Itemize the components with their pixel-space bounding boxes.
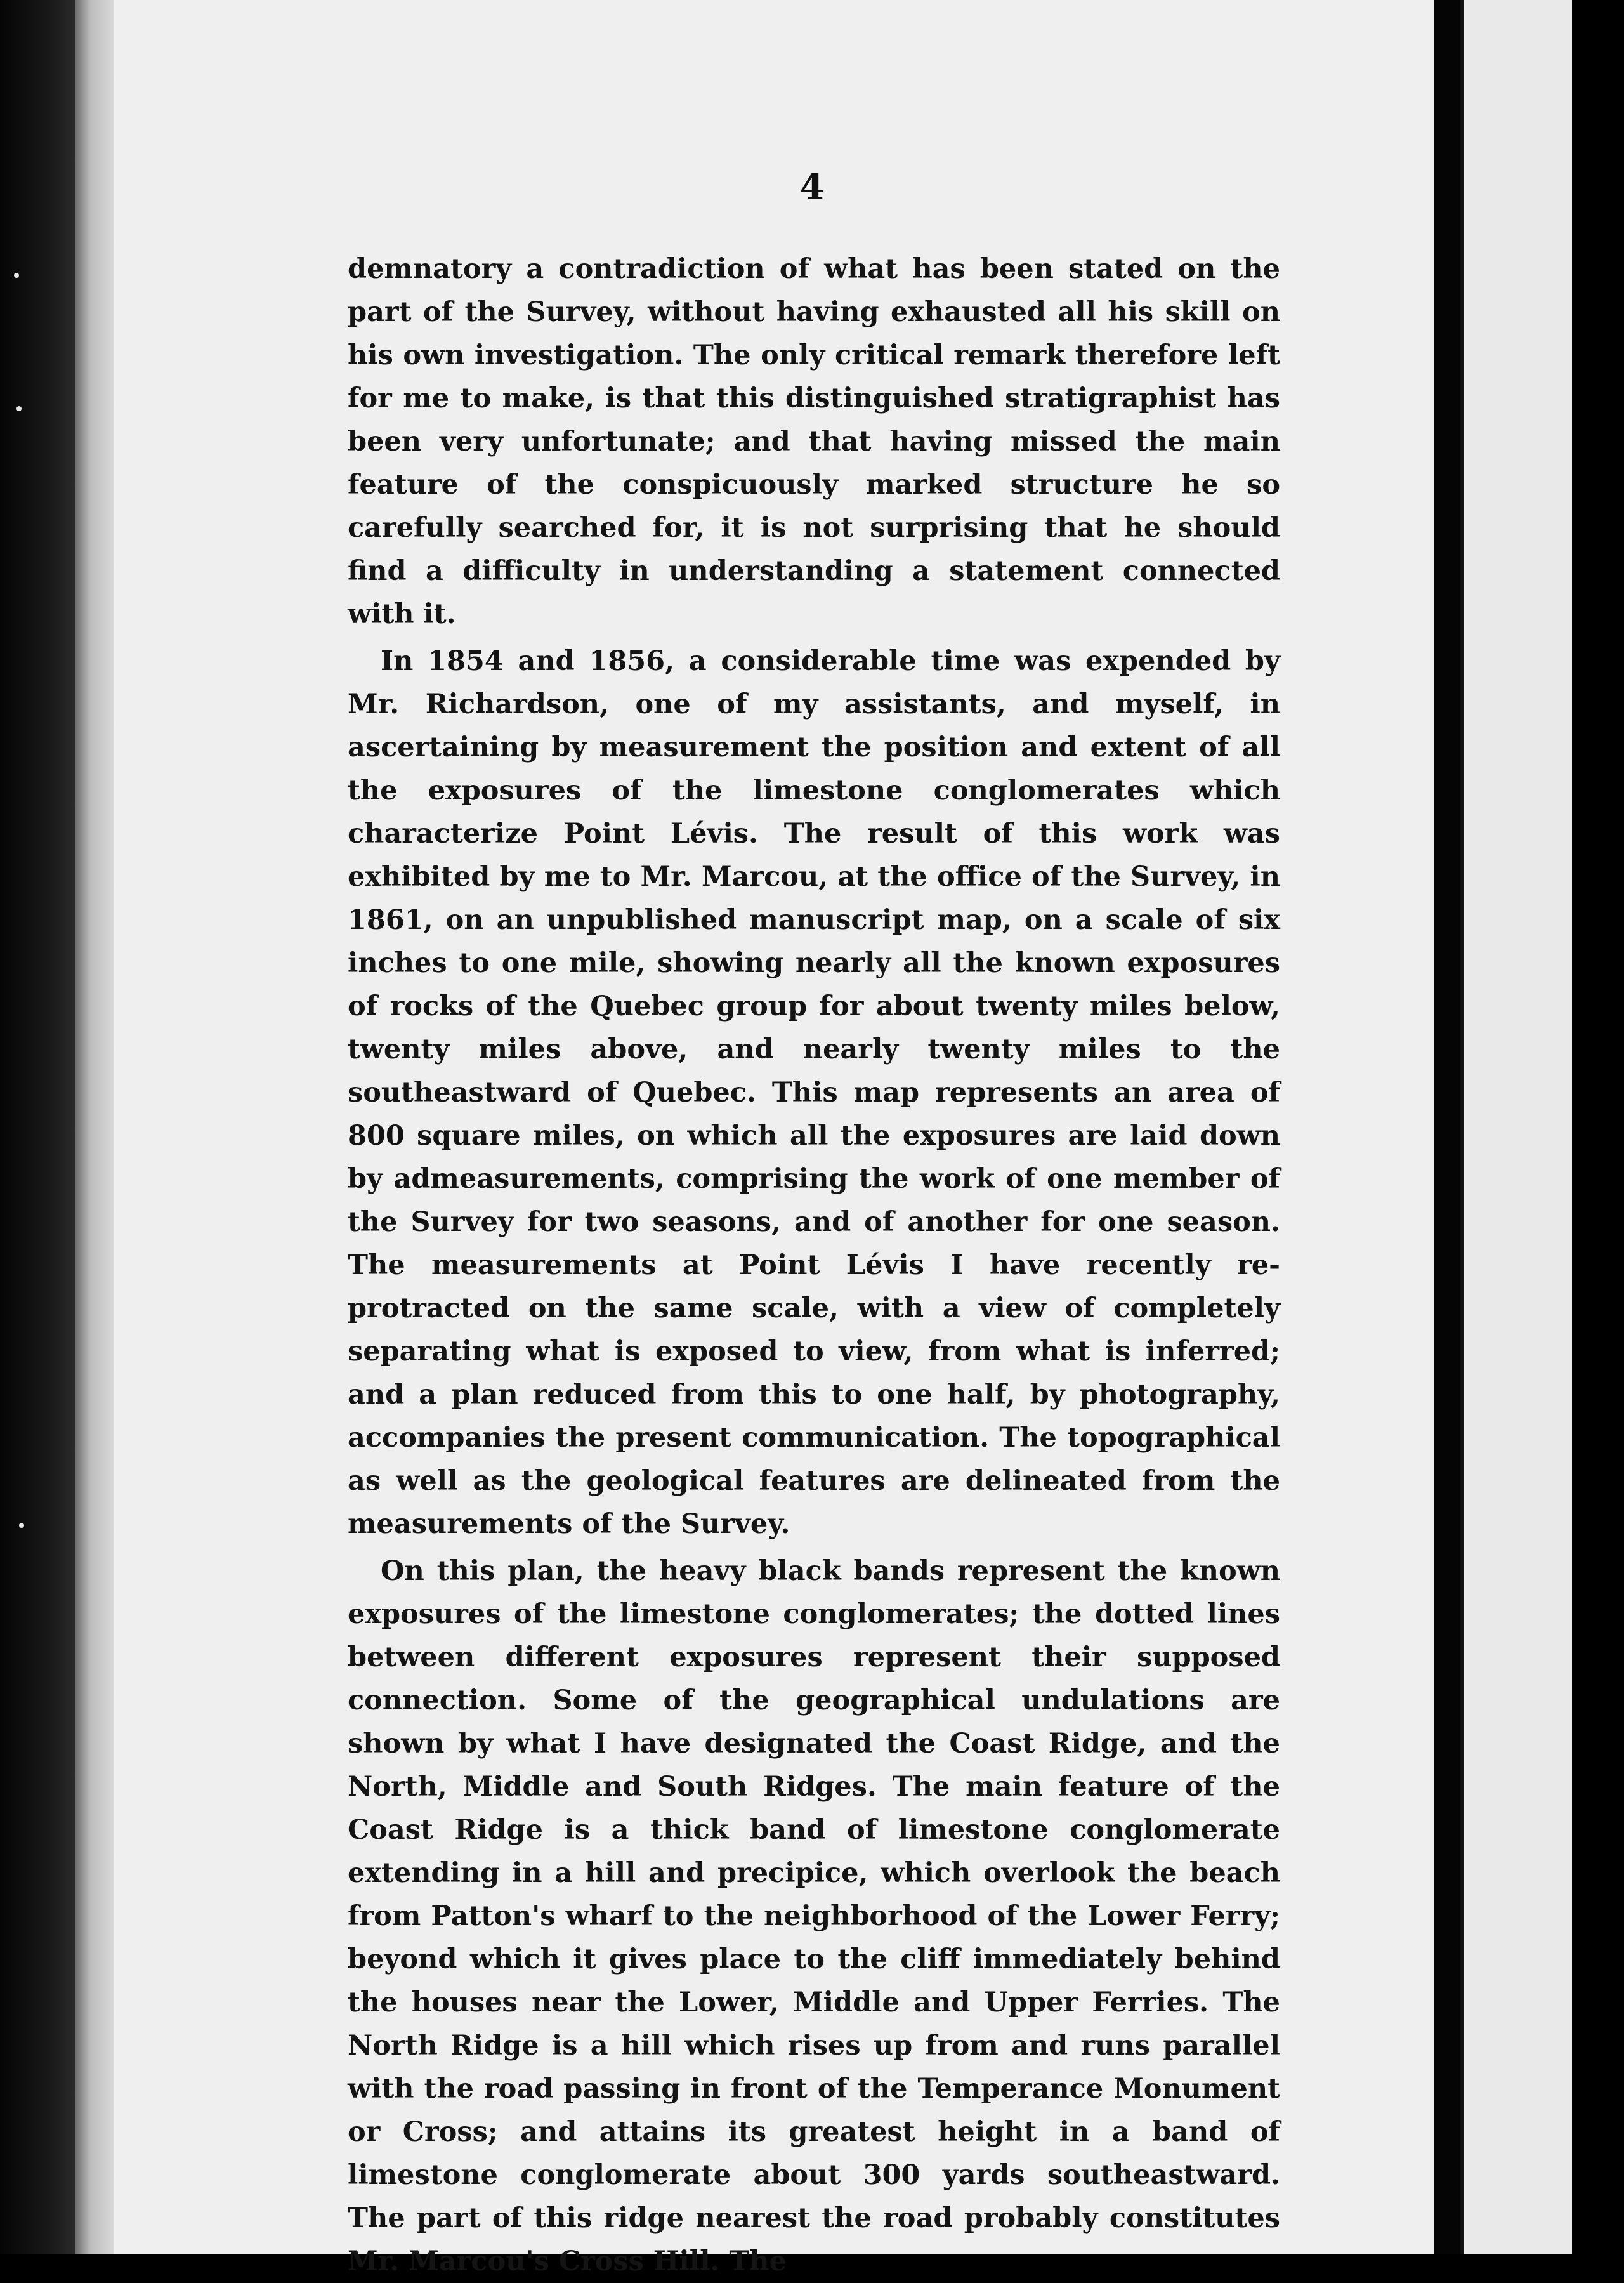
page-gap — [1434, 0, 1460, 2254]
body-text — [348, 247, 1280, 2283]
scan-speck — [16, 406, 22, 411]
paragraph-1: demnatory a contradiction of what has been stated on the part of the Survey, without having exhausted all his skill on his own investigation. The only critical remark therefore left for me to make, is that this distinguished stratigraphist has been very unfortunate; and that having missed the main feature of the conspicuously marked structure he so carefully searched for, it is not surprising that he should find a difficulty in understanding a statement connected with it. — [348, 253, 1280, 630]
binding-gutter — [0, 0, 75, 2254]
page-number: 4 — [799, 166, 825, 208]
paragraph-2: In 1854 and 1856, a considerable time was expended by Mr. Richardson, one of my assistants, and myself, in ascertaining by measurement the position and extent of all the exposures of the limestone conglomerates which characterize Point Lévis. The result of this work was exhibited by me to Mr. Marcou, at the office of the Survey, in 1861, on an unpublished manuscript map, on a scale of six inches to one mile, showing nearly all the known exposures of rocks of the Quebec group for about twenty miles below, twenty miles above, and nearly twenty miles to the southeastward of Quebec. This map represents an area of 800 square miles, on which all the exposures are laid down by admeasurements, comprising the work of one member of the Survey for two seasons, and of another for one season. The measurements at Point Lévis I have recently re-protracted on the same scale, with a view of completely separating what is exposed to view, from what is inferred; and a plan reduced from this to one half, by photography, accompanies the present communication. The topographical as well as the geological features are delineated from the measurements of the Survey. — [348, 645, 1280, 1540]
page-left-edge — [75, 0, 114, 2254]
paragraph-3: On this plan, the heavy black bands represent the known exposures of the limestone conglomerates; the dotted lines between different exposures represent their supposed connection. Some of the geographical undulations are shown by what I have designated the Coast Ridge, and the North, Middle and South Ridges. The main feature of the Coast Ridge is a thick band of limestone conglomerate extending in a hill and precipice, which overlook the beach from Patton's wharf to the neighborhood of the Lower Ferry; beyond which it gives place to the cliff immediately behind the houses near the Lower, Middle and Upper Ferries. The North Ridge is a hill which rises up from and runs parallel with the road passing in front of the Temperance Monument or Cross; and attains its greatest height in a band of limestone conglomerate about 300 yards southeastward. The part of this ridge nearest the road probably constitutes Mr. Marcou's Cross Hill. The — [348, 1555, 1280, 2277]
scan-speck — [14, 273, 19, 278]
scan-speck — [19, 1523, 24, 1528]
adjacent-page-edge — [1460, 0, 1572, 2254]
